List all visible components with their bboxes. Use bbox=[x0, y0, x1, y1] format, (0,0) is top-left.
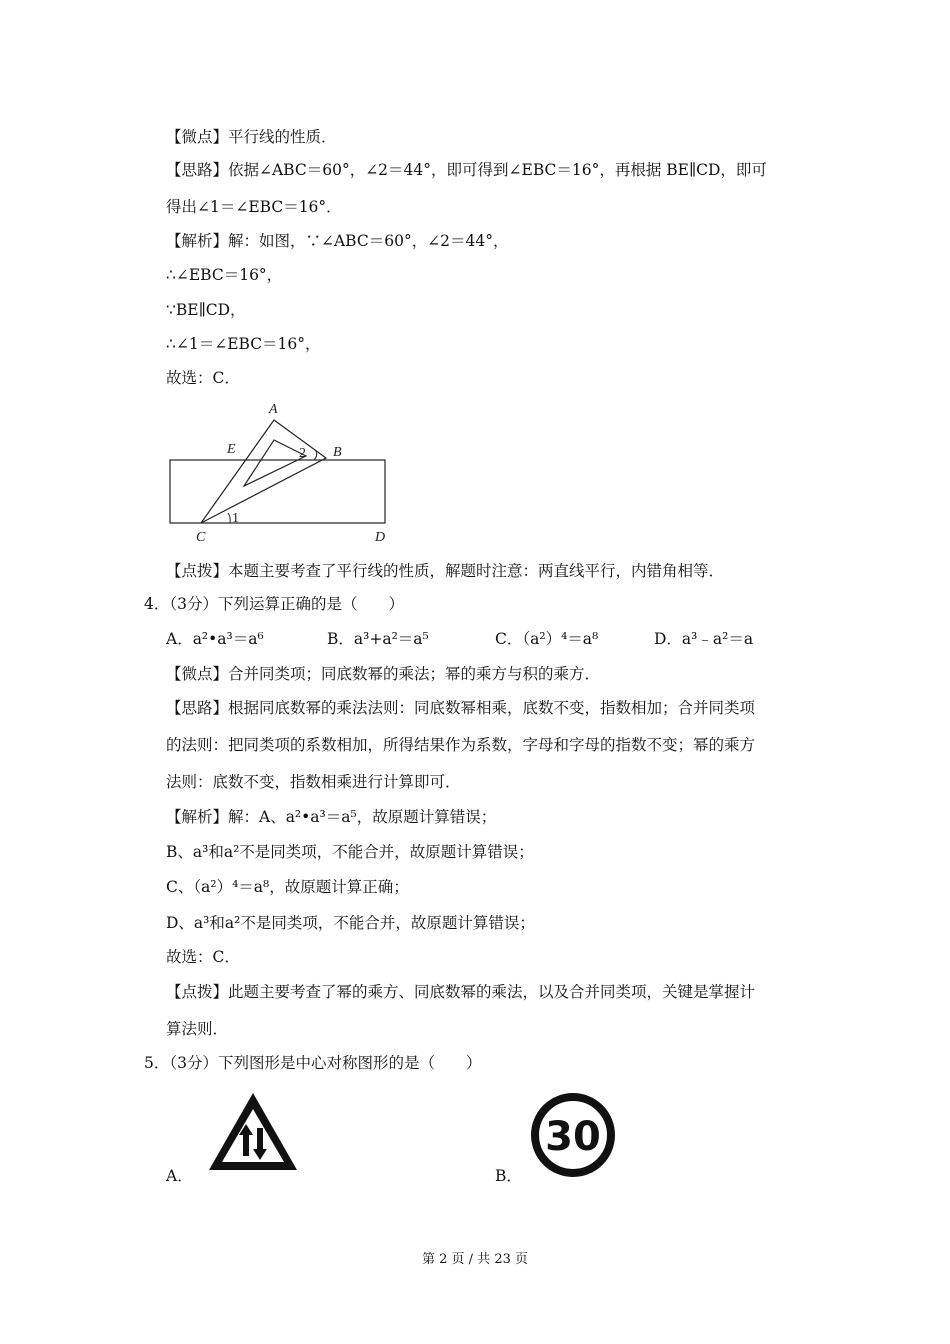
angle-1-arc bbox=[228, 513, 230, 523]
q4-jiexi-line2: B、a³和a²不是同类项，不能合并，故原题计算错误； bbox=[166, 843, 534, 861]
q5-option-b-label: B． bbox=[495, 1167, 522, 1185]
label-B: B bbox=[333, 445, 342, 460]
q4-option-b: B．a³+a²＝a⁵ bbox=[327, 630, 429, 648]
page-footer: 第 2 页 / 共 23 页 bbox=[422, 1252, 528, 1267]
q3-jiexi-answer: 故选：C． bbox=[166, 369, 240, 387]
q5-option-a-label: A． bbox=[166, 1167, 193, 1185]
q5-stem: 5．（3分）下列图形是中心对称图形的是（ ） bbox=[144, 1054, 482, 1072]
label-2: 2 bbox=[299, 446, 306, 461]
speed-limit-30-sign-icon bbox=[528, 1093, 618, 1177]
q4-silu-line3: 法则：底数不变，指数相乘进行计算即可． bbox=[166, 773, 461, 791]
label-D: D bbox=[375, 530, 386, 545]
inner-triangle bbox=[244, 440, 306, 486]
q4-jiexi-answer: 故选：C． bbox=[166, 948, 240, 966]
q3-weidian: 【微点】平行线的性质． bbox=[166, 128, 337, 146]
q3-silu-line2: 得出∠1＝∠EBC＝16°． bbox=[166, 198, 342, 216]
q4-option-a: A．a²•a³＝a⁶ bbox=[166, 630, 264, 648]
q4-stem: 4．（3分）下列运算正确的是（ ） bbox=[144, 595, 404, 613]
q4-dianbo-line2: 算法则． bbox=[166, 1020, 229, 1038]
q3-jiexi-line3: ∵BE∥CD， bbox=[166, 301, 246, 319]
q4-weidian: 【微点】合并同类项；同底数幂的乘法；幂的乘方与积的乘方． bbox=[166, 665, 601, 683]
label-C: C bbox=[196, 530, 206, 545]
q4-jiexi-line4: D、a³和a²不是同类项，不能合并，故原题计算错误； bbox=[166, 914, 535, 932]
q4-silu-line1: 【思路】根据同底数幂的乘法法则：同底数幂相乘，底数不变，指数相加；合并同类项 bbox=[166, 699, 756, 717]
label-A: A bbox=[269, 402, 278, 417]
speed-limit-value: 30 bbox=[545, 1114, 601, 1160]
q3-dianbo: 【点拨】本题主要考查了平行线的性质，解题时注意：两直线平行，内错角相等． bbox=[166, 562, 725, 580]
label-1: 1 bbox=[232, 511, 239, 526]
angle-2-arc bbox=[314, 451, 317, 460]
geometry-figure bbox=[166, 398, 406, 550]
q4-option-c: C．（a²）⁴＝a⁸ bbox=[495, 630, 599, 648]
q3-jiexi-line1: 【解析】解：如图，∵∠ABC＝60°，∠2＝44°， bbox=[166, 232, 509, 250]
two-way-traffic-sign-icon bbox=[206, 1090, 300, 1174]
label-E: E bbox=[227, 442, 236, 457]
q4-dianbo-line1: 【点拨】此题主要考查了幂的乘方、同底数幂的乘法，以及合并同类项，关键是掌握计 bbox=[166, 983, 756, 1001]
q3-jiexi-line4: ∴∠1＝∠EBC＝16°， bbox=[166, 335, 321, 353]
q4-jiexi-line1: 【解析】解：A、a²•a³＝a⁵，故原题计算错误； bbox=[166, 808, 497, 826]
q3-jiexi-line2: ∴∠EBC＝16°， bbox=[166, 266, 283, 284]
q4-jiexi-line3: C、（a²）⁴＝a⁸，故原题计算正确； bbox=[166, 878, 409, 896]
q4-option-d: D．a³﹣a²＝a bbox=[654, 630, 754, 648]
outer-triangle bbox=[201, 420, 326, 523]
q4-silu-line2: 的法则：把同类项的系数相加，所得结果作为系数，字母和字母的指数不变；幂的乘方 bbox=[166, 736, 756, 754]
q3-silu-line1: 【思路】依据∠ABC＝60°，∠2＝44°，即可得到∠EBC＝16°，再根据 BE∥CD，即可 bbox=[166, 161, 767, 179]
